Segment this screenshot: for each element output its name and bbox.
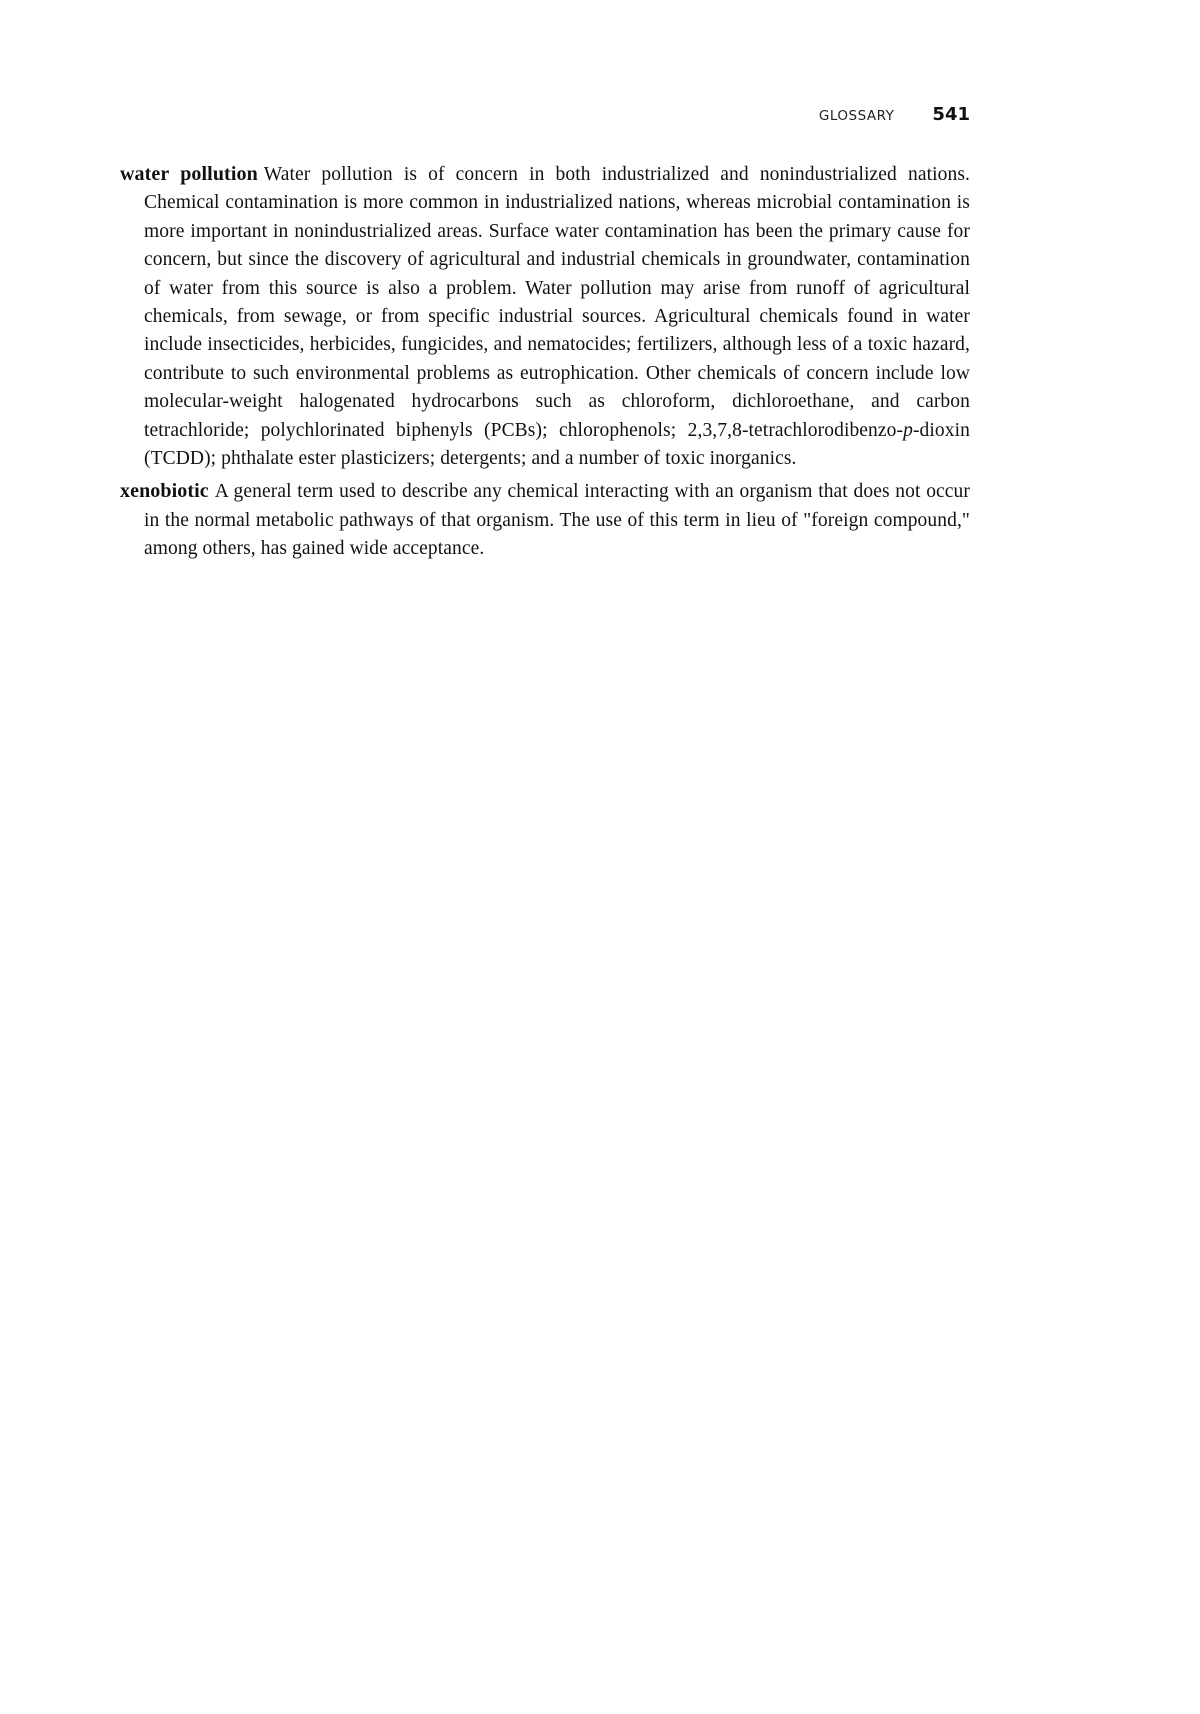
glossary-entry-xenobiotic bbox=[120, 477, 970, 563]
glossary-entries bbox=[120, 160, 970, 568]
definition-text: -dioxin (TCDD); phthalate ester plasticizers; detergents; and a number of toxic inorganics. bbox=[144, 419, 970, 470]
glossary-term: xenobiotic bbox=[120, 480, 209, 503]
running-head-section: GLOSSARY bbox=[818, 108, 895, 124]
glossary-definition bbox=[144, 164, 970, 469]
glossary-definition: A general term used to describe any chemical interacting with an organism that does not occur in the normal metabolic pathways of that organism. The use of this term in lieu of "foreign compound," among others, has gained wide acceptance. bbox=[144, 481, 970, 560]
glossary-entry-water-pollution bbox=[120, 160, 970, 473]
running-head bbox=[120, 104, 970, 125]
definition-italic-text: p bbox=[903, 419, 913, 441]
definition-text: Water pollution is of concern in both industrialized and nonindustrialized nations. Chemical contamination is more common in industrialized nations, whereas microbial contamination is more important in nonindustrialized areas. Surface water contamination has been the primary cause for concern, but since the discovery of agricultural and industrial chemicals in groundwater, contamination of water from this source is also a problem. Water pollution may arise from runoff of agricultural chemicals, from sewage, or from specific industrial sources. Agricultural chemicals found in water include insecticides, herbicides, fungicides, and nematocides; fertilizers, although less of a toxic hazard, contribute to such environmental problems as eutrophication. Other chemicals of concern include low molecular-weight halogenated hydrocarbons such as chloroform, dichloroethane, and carbon tetrachloride; polychlorinated biphenyls (PCBs); chlorophenols; 2,3,7,8-tetrachlorodibenzo- bbox=[144, 164, 970, 441]
glossary-term: water pollution bbox=[120, 163, 258, 185]
page-number: 541 bbox=[932, 104, 970, 125]
